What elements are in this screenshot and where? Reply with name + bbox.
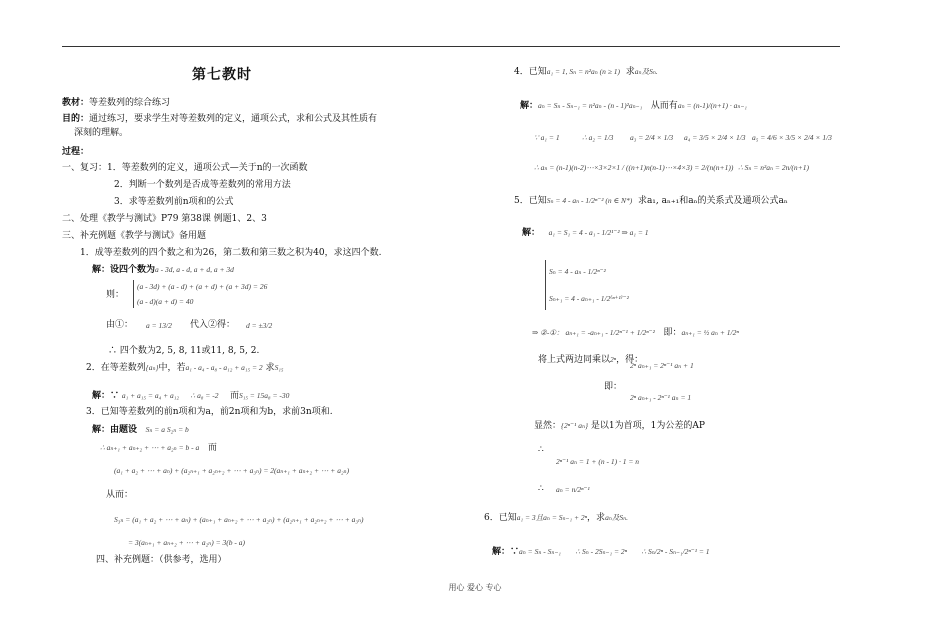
- system-brace: [545, 260, 546, 310]
- problem-5-seq: {2ⁿ⁻¹ aₙ}: [561, 421, 588, 430]
- problem-4-a2: ∴ a₂ = 1/3: [582, 133, 614, 142]
- problem-6-target: aₙ及Sₙ.: [605, 513, 629, 522]
- problem-4-a5: a₅ = 4/6 × 3/5 × 2/4 × 1/3: [752, 133, 832, 142]
- header-rule: [62, 46, 840, 47]
- problem-5-multiply: 将上式两边同乘以: [538, 355, 611, 365]
- review-item-1: 一、复习：1．等差数列的定义，通项公式—关于n的一次函数: [62, 163, 308, 173]
- problem-3-and: 而: [207, 443, 217, 453]
- problem-6-step-1: aₙ = Sₙ - Sₙ₋₁: [519, 547, 562, 556]
- problem-2-target: S₁₅: [274, 363, 284, 372]
- problem-4-hence: 从而有: [650, 101, 678, 111]
- problem-2-line: [86, 362, 284, 374]
- problem-3-given-line: [92, 424, 189, 436]
- problem-4-condition: a₁ = 1, Sₙ = n²aₙ (n ≥ 1): [546, 67, 621, 76]
- problem-5-ie-2: 即：: [604, 382, 623, 392]
- problem-4-solution-label: 解：: [520, 101, 539, 111]
- problem-5-step-5: 2ⁿ⁻¹ aₙ = 1 + (n - 1) · 1 = n: [556, 457, 640, 466]
- problem-3-thus: 从而：: [106, 490, 134, 500]
- problem-5-ap: 是以1为首项，1为公差的AP: [590, 421, 705, 431]
- problem-5-general-term: aₙ = n/2ⁿ⁻¹: [556, 485, 590, 494]
- problem-2-mid: 中，若: [158, 363, 186, 373]
- problem-3-step-4: = 3(aₙ₊₁ + aₙ₊₂ + ⋯ + a₂ₙ) = 3(b - a): [128, 538, 246, 547]
- problem-4-target: aₙ及Sₙ.: [634, 67, 658, 76]
- problem-6-step-3: ∴ Sₙ/2ⁿ - Sₙ₋₁/2ⁿ⁻¹ = 1: [641, 547, 710, 556]
- problem-1-substitute: 代入②得：: [190, 320, 236, 330]
- problem-4-general-term: ∴ aₙ = (n-1)(n-2)⋯×3×2×1 / ((n+1)n(n-1)⋯×4×3) = 2/(n(n+1)): [534, 163, 734, 172]
- process-heading: 过程：: [62, 147, 90, 157]
- problem-5-number: 5．已知: [514, 196, 547, 206]
- problem-3-given: Sₙ = a S₂ₙ = b: [145, 425, 189, 434]
- problem-5-ap-line: [534, 420, 705, 432]
- problem-5-system-1: Sₙ = 4 - aₙ - 1/2ⁿ⁻²: [549, 267, 606, 276]
- problem-1-answer: ∴ 四个数为2, 5, 8, 11或11, 8, 5, 2.: [108, 346, 260, 356]
- problem-6-number: 6．已知: [484, 513, 517, 523]
- problem-5-condition: Sₙ = 4 - aₙ - 1/2ⁿ⁻² (n ∈ N*): [546, 196, 633, 205]
- section-4-heading: 四、补充例题：（供参考，选用）: [96, 555, 227, 565]
- problem-3-step-2: (a₁ + a₂ + ⋯ + aₙ) + (a₂ₙ₊₁ + a₂ₙ₊₂ + ⋯ + a₃ₙ) = 2(aₙ₊₁ + aₙ₊₂ + ⋯ + a₂ₙ): [114, 466, 350, 475]
- problem-5-step-2-line: [532, 327, 739, 339]
- problem-5-get: 得：: [625, 355, 644, 365]
- problem-5-step-4: 2ⁿ aₙ₊₁ - 2ⁿ⁻¹ aₙ = 1: [630, 393, 692, 402]
- problem-3-text: 3．已知等差数列的前n项和为a，前2n项和为b，求前3n项和.: [86, 407, 333, 417]
- problem-5-step-1-line: [522, 227, 649, 239]
- problem-4-recurrence: aₙ = (n-1)/(n+1) · aₙ₋₁: [677, 101, 748, 110]
- goal-label: 目的：: [62, 114, 90, 124]
- problem-6-condition: a₁ = 3且aₙ = Sₙ₋₁ + 2ⁿ: [516, 513, 588, 522]
- problem-4-line: [514, 66, 658, 78]
- problem-2-solution: [92, 390, 289, 402]
- goal-line-1: [62, 114, 377, 125]
- problem-1-then: 则：: [106, 290, 125, 300]
- problem-1-solution-label: 解：设四个数为: [92, 265, 156, 275]
- problem-2-solution-label: 解：∵: [92, 391, 120, 401]
- problem-4-a3: a₃ = 2/4 × 1/3: [630, 133, 674, 142]
- page-footer: 用心 爱心 专心: [448, 583, 502, 592]
- problem-5-therefore-2: ∴: [538, 484, 544, 494]
- review-item-3: 3．求等差数列前n项和的公式: [114, 197, 234, 207]
- problem-4-sum: ∴ Sₙ = n²aₙ = 2n/(n+1): [738, 163, 809, 172]
- problem-5-step-2: ⇒ ②-①： aₙ₊₁ = -aₙ₊₁ - 1/2ⁿ⁻¹ + 1/2ⁿ⁻²: [532, 328, 655, 337]
- problem-4-step-1-line: [520, 100, 747, 112]
- problem-5-multiplier: 2ⁿ: [610, 355, 617, 364]
- problem-5-solution-label: 解：: [522, 228, 541, 238]
- problem-2-sequence: {aₙ}: [145, 363, 159, 372]
- problem-1-equation-2: (a - d)(a + d) = 40: [137, 297, 194, 306]
- problem-2-step-2: ∴ a₈ = -2: [190, 391, 219, 400]
- section-2-heading: 二、处理《教学与测试》P79 第38课 例题1、2、3: [62, 214, 267, 224]
- material-text: 等差数列的综合练习: [89, 98, 171, 108]
- problem-5-system-2: Sₙ₊₁ = 4 - aₙ₊₁ - 1/2⁽ⁿ⁺¹⁾⁻²: [549, 294, 629, 303]
- problem-3-step-3: S₃ₙ = (a₁ + a₂ + ⋯ + aₙ) + (aₙ₊₁ + aₙ₊₂ + ⋯ + a₂ₙ) + (a₂ₙ₊₁ + a₂ₙ₊₂ + ⋯ + a₃ₙ): [114, 515, 364, 524]
- problem-6-ask: ，求: [587, 513, 606, 523]
- problem-2-step-3: S₁₅ = 15a₈ = -30: [238, 391, 290, 400]
- problem-5-step-3: 2ⁿ aₙ₊₁ = 2ⁿ⁻¹ aₙ + 1: [630, 361, 694, 370]
- problem-2-text: 2．在等差数列: [86, 363, 146, 373]
- problem-1-d-value: d = ±3/2: [246, 321, 273, 330]
- problem-5-therefore-1: ∴: [538, 445, 544, 455]
- problem-1-four-numbers: a - 3d, a - d, a + d, a + 3d: [155, 265, 234, 274]
- problem-6-solution: [492, 546, 710, 558]
- review-item-2: 2．判断一个数列是否成等差数列的常用方法: [114, 180, 291, 190]
- problem-6-solution-label: 解：∵: [492, 547, 520, 557]
- problem-6-line: [484, 512, 628, 524]
- page-title: 第七教时: [192, 67, 252, 83]
- problem-5-obvious: 显然：: [534, 421, 562, 431]
- problem-5-line: [514, 195, 788, 207]
- problem-2-ask: 求: [265, 363, 275, 373]
- system-brace: [133, 280, 134, 308]
- problem-3-solution-label: 解：由题设: [92, 425, 138, 435]
- problem-1-solution-intro: [92, 264, 234, 276]
- material-line: [62, 98, 170, 109]
- problem-2-and: 而: [229, 391, 239, 401]
- section-3-heading: 三、补充例题《教学与测试》备用题: [62, 231, 207, 241]
- problem-6-step-2: ∴ Sₙ - 2Sₙ₋₁ = 2ⁿ: [575, 547, 628, 556]
- problem-1-equation-1: (a - 3d) + (a - d) + (a + d) + (a + 3d) = 26: [137, 282, 268, 291]
- problem-4-a4: a₄ = 3/5 × 2/4 × 1/3: [684, 133, 746, 142]
- material-label: 教材：: [62, 98, 90, 108]
- problem-4-number: 4．已知: [514, 67, 547, 77]
- problem-1-text: 1．成等差数列的四个数之和为26，第二数和第三数之积为40，求这四个数.: [80, 248, 382, 258]
- problem-4-ask: 求: [625, 67, 635, 77]
- problem-3-step-1-line: [100, 442, 217, 454]
- problem-5-multiply-line: 将上式两边同乘以2ⁿ，得：: [538, 355, 644, 365]
- problem-5-ask: 求a₁, aₙ₊₁和aₙ的关系式及通项公式aₙ: [637, 196, 788, 206]
- problem-5-step-1: a₁ = S₁ = 4 - a₁ - 1/2¹⁻² ⇒ a₁ = 1: [548, 228, 649, 237]
- problem-1-from: 由①：: [106, 320, 134, 330]
- problem-4-step-1: aₙ = Sₙ - Sₙ₋₁ = n²aₙ - (n - 1)²aₙ₋₁: [538, 101, 643, 110]
- problem-3-step-1: ∴ aₙ₊₁ + aₙ₊₂ + ⋯ + a₂ₙ = b - a: [100, 443, 200, 452]
- goal-text-2: 深刻的理解。: [74, 128, 129, 138]
- problem-2-step-1: a₁ + a₁₅ = a₄ + a₁₂: [121, 391, 179, 400]
- goal-text-1: 通过练习，要求学生对等差数列的定义，通项公式，求和公式及其性质有: [89, 114, 378, 124]
- problem-5-recurrence: aₙ₊₁ = ½ aₙ + 1/2ⁿ: [681, 328, 739, 337]
- problem-4-a1: ∵ a₁ = 1: [534, 133, 560, 142]
- problem-5-ie: 即：: [663, 328, 682, 338]
- problem-2-condition: a₁ - a₄ - a₈ - a₁₂ + a₁₅ = 2: [185, 363, 263, 372]
- problem-1-a-value: a = 13/2: [146, 321, 172, 330]
